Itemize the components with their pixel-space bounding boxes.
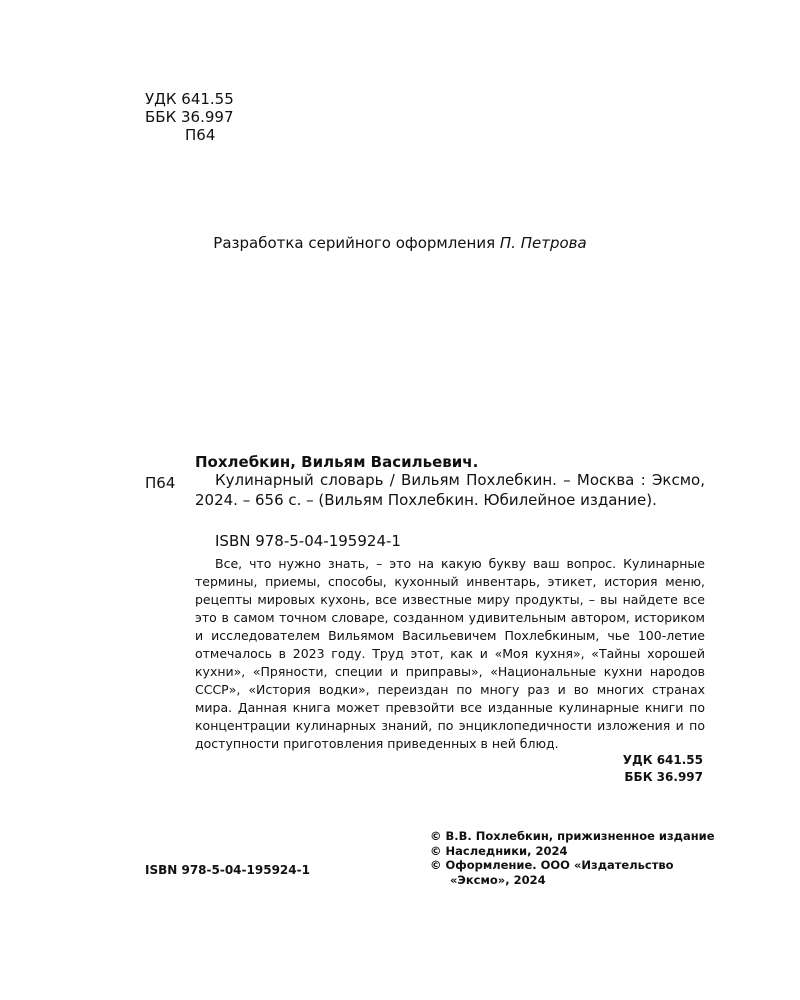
copyright-line: © В.В. Похлебкин, прижизненное издание — [430, 829, 715, 843]
catalog-isbn: ISBN 978-5-04-195924-1 — [215, 532, 401, 550]
series-design-credit — [0, 234, 800, 252]
bbk-code: ББК 36.997 — [145, 108, 234, 126]
catalog-author-mark: П64 — [145, 474, 176, 492]
copyright-line: © Оформление. ООО «Издательство — [430, 858, 674, 872]
design-label: Разработка серийного оформления — [213, 234, 496, 252]
catalog-udk: УДК 641.55 — [622, 753, 703, 767]
catalog-author-heading: Похлебкин, Вильям Васильевич. — [195, 453, 479, 471]
udk-code: УДК 641.55 — [145, 90, 234, 108]
copyright-line: © Наследники, 2024 — [430, 843, 568, 858]
classification-block — [145, 90, 234, 144]
catalog-description: Кулинарный словарь / Вильям Похлебкин. – Москва : Эксмо, 2024. – 656 с. – (Вильям Похлебкин. Юбилейное издание). — [195, 471, 705, 509]
catalog-bbk: ББК 36.997 — [624, 770, 703, 784]
designer-name: П. Петрова — [499, 234, 587, 252]
copyright-line: «Эксмо», 2024 — [450, 872, 546, 887]
copyright-block — [430, 829, 715, 887]
catalog-classification — [623, 752, 703, 786]
catalog-annotation: Все, что нужно знать, – это на какую букву ваш вопрос. Кулинарные термины, приемы, способы, кухонный инвентарь, этикет, история меню, рецепты мировых кухонь, все известные миру продукты, – вы найдете все это в самом точном словаре, созданном удивительным автором, историком и исследователем Вильямом Васильевичем Похлебкиным, чье 100-летие отмечалось в 2023 году. Труд этот, как и «Моя кухня», «Тайны хорошей кухни», «Пряности, специи и приправы», «Национальные кухни народов СССР», «История водки», переиздан по многу раз и во многих странах мира. Данная книга может превзойти все изданные кулинарные книги по концентрации кулинарных знаний, по энциклопедичности изложения и по доступности приготовления приведенных в ней блюд. — [195, 556, 705, 751]
author-mark: П64 — [185, 126, 216, 144]
footer-isbn: ISBN 978-5-04-195924-1 — [145, 863, 310, 877]
